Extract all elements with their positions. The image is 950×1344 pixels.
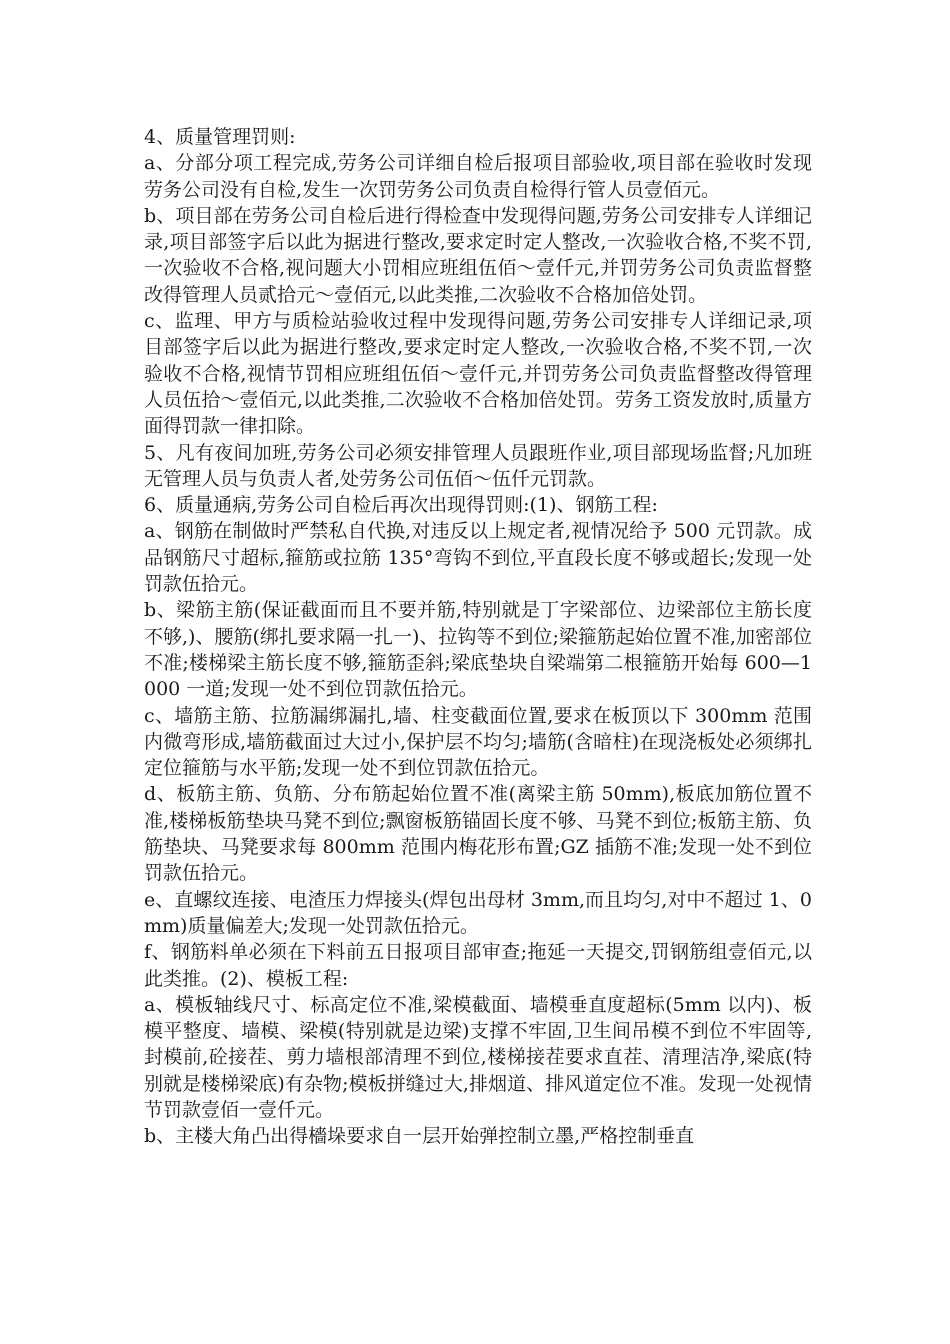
paragraph-formwork-b: b、主楼大角凸出得檣垛要求自一层开始弹控制立墨,严格控制垂直	[144, 1125, 695, 1148]
paragraph-rebar-e: e、直螺纹连接、电渣压力焊接头(焊包出母材 3mm,而且均匀,对中不超过 1、0mm)质量偏差大;发现一处罚款伍拾元。	[144, 888, 812, 937]
paragraph-item-a: a、分部分项工程完成,劳务公司详细自检后报项目部验收,项目部在验收时发现劳务公司没有自检,发生一次罚劳务公司负责自检得行管人员壹佰元。	[144, 152, 812, 201]
paragraph-rebar-c: c、墙筋主筋、拉筋漏绑漏扎,墙、柱变截面位置,要求在板顶以下 300mm 范围内微弯形成,墙筋截面过大过小,保护层不均匀;墙筋(含暗柱)在现浇板处必须绑扎定位箍筋与水平筋;发现一处不到位罚款伍拾元。	[144, 704, 812, 780]
paragraph-section-6: 6、质量通病,劳务公司自检后再次出现得罚则:(1)、钢筋工程:	[144, 494, 658, 517]
paragraph-item-c: c、监理、甲方与质检站验收过程中发现得问题,劳务公司安排专人详细记录,项目部签字后以此为据进行整改,要求定时定人整改,一次验收合格,不奖不罚,一次验收不合格,视情节罚相应班组伍佰～壹仟元,并罚劳务公司负责监督整改得管理人员伍拾～壹佰元,以此类推,二次验收不合格加倍处罚。劳务工资发放时,质量方面得罚款一律扣除。	[144, 310, 812, 438]
paragraph-formwork-a: a、模板轴线尺寸、标高定位不准,梁模截面、墙模垂直度超标(5mm 以内)、板模平整度、墙模、梁模(特别就是边梁)支撑不牢固,卫生间吊模不到位不牢固等,封模前,砼接茬、剪力墙根部清理不到位,楼梯接茬要求直茬、清理洁净,梁底(特别就是楼梯梁底)有杂物;模板拼缝过大,排烟道、排风道定位不准。发现一处视情节罚款壹佰一壹仟元。	[144, 993, 812, 1121]
paragraph-rebar-d: d、板筋主筋、负筋、分布筋起始位置不准(离梁主筋 50mm),板底加筋位置不准,楼梯板筋垫块马凳不到位;飘窗板筋锚固长度不够、马凳不到位;板筋主筋、负筋垫块、马凳要求每 800mm 范围内梅花形布置;GZ 插筋不准;发现一处不到位罚款伍拾元。	[144, 783, 812, 885]
paragraph-rebar-f: f、钢筋料单必须在下料前五日报项目部审查;拖延一天提交,罚钢筋组壹佰元,以此类推。(2)、模板工程:	[144, 941, 812, 990]
paragraph-rebar-a: a、钢筋在制做时严禁私自代换,对违反以上规定者,视情况给予 500 元罚款。成品钢筋尺寸超标,箍筋或拉筋 135°弯钩不到位,平直段长度不够或超长;发现一处罚款伍拾元。	[144, 520, 812, 596]
section-heading-quality-penalties: 4、质量管理罚则:	[144, 126, 296, 148]
document-body	[144, 124, 812, 1150]
paragraph-item-b: b、项目部在劳务公司自检后进行得检查中发现得问题,劳务公司安排专人详细记录,项目部签字后以此为据进行整改,要求定时定人整改,一次验收合格,不奖不罚,一次验收不合格,视问题大小罚相应班组伍佰～壹仟元,并罚劳务公司负责监督整改得管理人员贰拾元～壹佰元,以此类推,二次验收不合格加倍处罚。	[144, 204, 812, 306]
paragraph-rebar-b: b、梁筋主筋(保证截面而且不要并筋,特别就是丁字梁部位、边梁部位主筋长度不够,)、腰筋(绑扎要求隔一扎一)、拉钩等不到位;梁箍筋起始位置不准,加密部位不准;楼梯梁主筋长度不够,箍筋歪斜;梁底垫块自梁端第二根箍筋开始每 600—1000 一道;发现一处不到位罚款伍拾元。	[144, 599, 812, 701]
paragraph-section-5: 5、凡有夜间加班,劳务公司必须安排管理人员跟班作业,项目部现场监督;凡加班无管理人员与负责人者,处劳务公司伍佰～伍仟元罚款。	[144, 441, 812, 490]
